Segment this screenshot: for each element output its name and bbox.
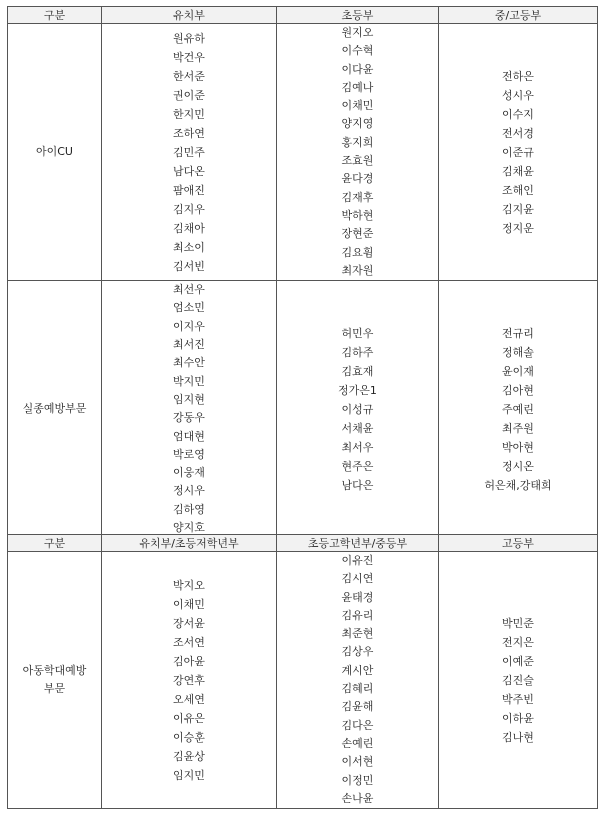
names-list xyxy=(277,24,438,280)
person-name: 이승훈 xyxy=(173,730,205,744)
section-label xyxy=(8,662,101,698)
names-cell xyxy=(439,24,598,281)
person-name: 장현준 xyxy=(341,227,374,241)
person-name: 최수안 xyxy=(173,356,205,370)
section-label: 아이CU xyxy=(36,145,73,159)
person-name: 엄대현 xyxy=(173,429,205,443)
person-name: 정해솔 xyxy=(502,345,534,359)
person-name: 김상우 xyxy=(341,645,374,659)
person-name: 이지우 xyxy=(173,319,205,333)
person-name: 정시우 xyxy=(173,484,205,498)
names-cell xyxy=(102,552,277,809)
person-name: 김지우 xyxy=(173,202,205,216)
person-name: 이채민 xyxy=(173,597,205,611)
names-list xyxy=(102,281,276,537)
person-name: 조해인 xyxy=(502,183,534,197)
person-name: 이정민 xyxy=(341,773,374,787)
header-middle-high: 중/고등부 xyxy=(439,7,598,24)
person-name: 윤다경 xyxy=(341,172,374,186)
person-name: 김민주 xyxy=(173,145,205,159)
person-name: 김아윤 xyxy=(173,654,205,668)
person-name: 이다윤 xyxy=(341,62,374,76)
person-name: 강동우 xyxy=(173,411,205,425)
person-name: 조하연 xyxy=(173,126,205,140)
person-name: 강연후 xyxy=(173,673,205,687)
person-name: 성시우 xyxy=(502,88,534,102)
person-name: 남다은 xyxy=(341,478,374,492)
person-name: 장서윤 xyxy=(173,616,205,630)
person-name: 양지영 xyxy=(341,117,374,131)
person-name: 조서연 xyxy=(173,635,205,649)
section-label: 실종예방부문 xyxy=(22,402,87,416)
person-name: 김재후 xyxy=(341,190,374,204)
person-name: 박지민 xyxy=(173,374,205,388)
person-name: 최선우 xyxy=(173,283,205,297)
award-table-2 xyxy=(7,534,598,809)
person-name: 정시온 xyxy=(502,459,534,473)
person-name: 허민우 xyxy=(341,326,374,340)
person-name: 주예린 xyxy=(502,402,534,416)
person-name: 현주은 xyxy=(341,459,374,473)
person-name: 최자원 xyxy=(341,263,374,277)
names-cell xyxy=(439,552,598,809)
person-name: 이수혁 xyxy=(341,44,374,58)
person-name: 최서우 xyxy=(341,440,374,454)
person-name: 김하영 xyxy=(173,502,205,516)
header-kindergarten: 유치부 xyxy=(102,7,277,24)
person-name: 조효원 xyxy=(341,154,374,168)
person-name: 김다은 xyxy=(341,718,374,732)
person-name: 박하현 xyxy=(341,208,374,222)
person-name: 윤태경 xyxy=(341,590,374,604)
names-cell xyxy=(277,281,439,538)
names-list xyxy=(277,324,438,495)
person-name: 이예준 xyxy=(502,654,534,668)
person-name: 오세연 xyxy=(173,692,205,706)
person-name: 김나현 xyxy=(502,730,534,744)
person-name: 이서현 xyxy=(341,755,374,769)
header-elementary: 초등부 xyxy=(277,7,439,24)
person-name: 전규리 xyxy=(502,326,534,340)
names-list xyxy=(102,576,276,785)
section-label-cell xyxy=(8,552,102,809)
person-name: 서채윤 xyxy=(341,421,374,435)
person-name: 이웅재 xyxy=(173,466,205,480)
names-cell xyxy=(277,552,439,809)
names-list xyxy=(439,324,597,495)
person-name: 정지운 xyxy=(502,221,534,235)
person-name: 김혜리 xyxy=(341,682,374,696)
person-name: 김채윤 xyxy=(502,164,534,178)
person-name: 박아현 xyxy=(502,440,534,454)
person-name: 최준현 xyxy=(341,627,374,641)
person-name: 이수지 xyxy=(502,107,534,121)
names-cell xyxy=(102,24,277,281)
person-name: 박건우 xyxy=(173,50,205,64)
section-row-icu xyxy=(8,24,598,281)
person-name: 원지오 xyxy=(341,26,374,39)
person-name: 전서경 xyxy=(502,126,534,140)
person-name: 허은채,강태희 xyxy=(484,478,552,492)
person-name: 박로영 xyxy=(173,447,205,461)
person-name: 이성규 xyxy=(341,402,374,416)
person-name: 김효재 xyxy=(341,364,374,378)
section-row-missing-prevention xyxy=(8,281,598,538)
person-name: 김아현 xyxy=(502,383,534,397)
person-name: 이하윤 xyxy=(502,711,534,725)
person-name: 이채민 xyxy=(341,99,374,113)
person-name: 임지민 xyxy=(173,768,205,782)
person-name: 김윤해 xyxy=(341,700,374,714)
person-name: 김윤상 xyxy=(173,749,205,763)
person-name: 이유진 xyxy=(341,554,374,567)
person-name: 김채아 xyxy=(173,221,205,235)
person-name: 김지윤 xyxy=(502,202,534,216)
person-name: 김시연 xyxy=(341,572,374,586)
person-name: 전지은 xyxy=(502,635,534,649)
person-name: 최소이 xyxy=(173,240,205,254)
header-category: 구분 xyxy=(8,535,102,552)
header-row xyxy=(8,535,598,552)
names-list xyxy=(102,29,276,276)
person-name: 엄소민 xyxy=(173,301,205,315)
names-cell xyxy=(277,24,439,281)
header-category: 구분 xyxy=(8,7,102,24)
names-list xyxy=(439,614,597,747)
person-name: 김하주 xyxy=(341,345,374,359)
person-name: 원유하 xyxy=(173,31,205,45)
header-high: 고등부 xyxy=(439,535,598,552)
names-list xyxy=(277,552,438,808)
header-upper-elementary-middle: 초등고학년부/중등부 xyxy=(277,535,439,552)
person-name: 정가은1 xyxy=(338,383,377,397)
section-label-cell xyxy=(8,281,102,538)
person-name: 김진슬 xyxy=(502,673,534,687)
person-name: 최서진 xyxy=(173,338,205,352)
person-name: 이준규 xyxy=(502,145,534,159)
award-table-1 xyxy=(7,6,598,538)
person-name: 한서준 xyxy=(173,69,205,83)
person-name: 최주원 xyxy=(502,421,534,435)
person-name: 양지호 xyxy=(173,521,205,535)
section-label-line: 아동학대예방 xyxy=(22,664,87,678)
person-name: 박민준 xyxy=(502,616,534,630)
person-name: 박지오 xyxy=(173,578,205,592)
person-name: 팜애진 xyxy=(173,183,205,197)
person-name: 김서빈 xyxy=(173,259,205,273)
person-name: 계시안 xyxy=(341,663,374,677)
header-row xyxy=(8,7,598,24)
person-name: 박주빈 xyxy=(502,692,534,706)
section-label-cell xyxy=(8,24,102,281)
person-name: 전하은 xyxy=(502,69,534,83)
person-name: 김유리 xyxy=(341,608,374,622)
person-name: 김예나 xyxy=(341,80,374,94)
header-kinder-lower-elementary: 유치부/초등저학년부 xyxy=(102,535,277,552)
names-cell xyxy=(102,281,277,538)
section-row-child-abuse-prevention xyxy=(8,552,598,809)
names-list xyxy=(439,67,597,238)
person-name: 손예린 xyxy=(341,736,374,750)
names-cell xyxy=(439,281,598,538)
person-name: 김요휨 xyxy=(341,245,374,259)
person-name: 한지민 xyxy=(173,107,205,121)
person-name: 임지현 xyxy=(173,392,205,406)
person-name: 남다온 xyxy=(173,164,205,178)
person-name: 권이준 xyxy=(173,88,205,102)
person-name: 윤이재 xyxy=(502,364,534,378)
person-name: 이유은 xyxy=(173,711,205,725)
person-name: 손나윤 xyxy=(341,791,374,805)
section-label-line: 부문 xyxy=(43,682,66,696)
person-name: 홍지희 xyxy=(341,135,374,149)
